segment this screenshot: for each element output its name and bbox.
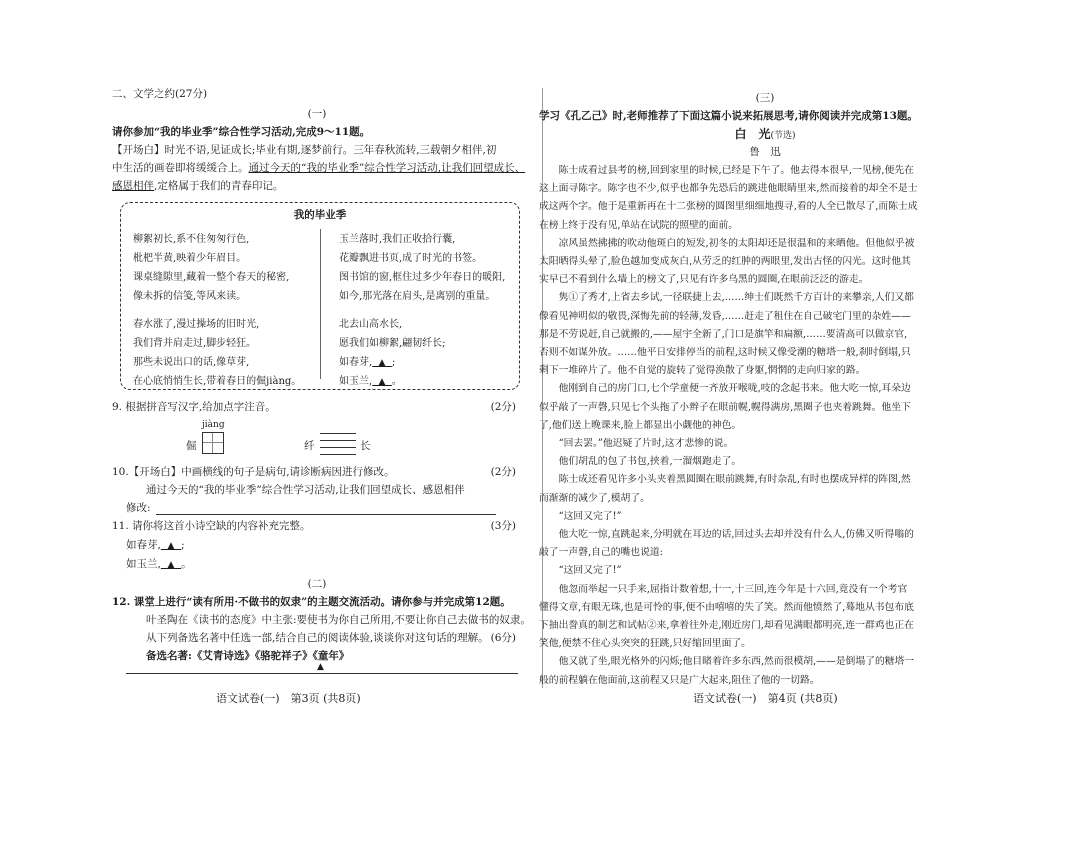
q12-score: (6分) [490, 632, 516, 644]
story-line: 隽①了秀才,上省去乡试,一径联捷上去,……绅士们既然千方百计的来攀亲,人们又都 [539, 292, 914, 304]
right-footer: 语文试卷(一) 第4页 (共8页) [693, 692, 838, 705]
poem-blank-line: 如春芽, ▲ ; [339, 357, 396, 368]
q11-blank-b[interactable]: ▲ [167, 560, 175, 570]
poem-line: 北去山高水长, [339, 319, 403, 330]
poem-line: 在心底悄悄生长,带着春日的倔jiàng。 [133, 376, 302, 387]
opening-line3: 感恩相伴,定格属于我们的青春印记。 [112, 180, 284, 192]
poem-line: 玉兰落时,我们正收拾行囊, [339, 234, 456, 245]
q10-fix-label: 修改: [126, 502, 151, 514]
poem-box [120, 202, 520, 390]
story-line: 他大吃一惊,直跳起来,分明就在耳边的话,回过头去却并没有什么人,仿佛又听得嗡的 [539, 529, 914, 541]
q11-line-a: 如春芽, ▲ ; [126, 539, 185, 551]
part3-title: (三) [755, 92, 775, 104]
q11-text: 11. 请你将这首小诗空缺的内容补充完整。 [112, 520, 311, 532]
q10-score: (2分) [490, 466, 516, 478]
poem-line: 愿我们如柳絮,翩韧纤长; [339, 338, 446, 349]
story-line: 他刚到自己的房门口,七个学童便一齐放开喉咙,吱的念起书来。他大吃一惊,耳朵边 [539, 383, 911, 395]
opening-line1: 【开场白】时光不语,见证成长;毕业有期,逐梦前行。三年春秋流转,三载朝夕相伴,初 [112, 144, 497, 156]
story-line: “回去罢。”他迟疑了片时,这才悲惨的说。 [539, 438, 734, 450]
right-page [539, 82, 965, 722]
part2-title: (二) [307, 578, 327, 590]
underlined-sentence: 通过今天的“我的毕业季”综合性学习活动,让我们回望成长、 [248, 162, 526, 174]
story-line: 而渐渐的减少了,模胡了。 [539, 492, 650, 504]
poem-line: 枇杷半黄,映着少年眉目。 [133, 253, 247, 264]
q9-char-jue: 倔 [186, 440, 197, 452]
q9-score: (2分) [490, 401, 516, 413]
story-line: 这上面寻陈字。陈字也不少,似乎也都争先恐后的跳进他眼睛里来,然而接着的却全不是士 [539, 183, 918, 195]
q9-answer-grid[interactable] [202, 432, 224, 454]
q11-blank-a[interactable]: ▲ [167, 541, 175, 551]
story-line: 般的前程躺在他面前,这前程又只是广大起来,阻住了他的一切路。 [539, 674, 820, 686]
q9-pinyin-lines[interactable] [320, 433, 356, 455]
q12-books: 备选名著:《艾青诗选》《骆驼祥子》《童年》 [146, 650, 350, 662]
story-line: 太阳晒得头晕了,脸色越加变成灰白,从劳乏的红肿的两眼里,发出古怪的闪光。这时他其 [539, 256, 911, 268]
poem-line: 如今,那光落在肩头,是离别的重量。 [339, 291, 496, 302]
story-line: 懂得文章,有眼无珠,也是可怜的事,便不由嘻嘻的失了笑。然而他愤然了,蓦地从书包布底 [539, 601, 914, 613]
q10-text: 10.【开场白】中画横线的句子是病句,请诊断病因进行修改。 [112, 466, 395, 478]
q9-char-xian: 纤 [304, 440, 315, 452]
poem-line: 图书馆的窗,框住过多少年春日的暖阳, [339, 272, 506, 283]
q12-text: 12. 课堂上进行“读有所用·不做书的奴隶”的主题交流活动。请你参与并完成第12题。 [112, 596, 511, 608]
poem-line: 春水涨了,漫过操场的旧时光, [133, 319, 260, 330]
q13-intro: 学习《孔乙己》时,老师推荐了下面这篇小说来拓展思考,请你阅读并完成第13题。 [539, 110, 918, 122]
story-text [539, 162, 959, 690]
story-line: “这回又完了!” [539, 565, 622, 577]
q11-line-b: 如玉兰, ▲ 。 [126, 558, 192, 570]
q10-quote: 通过今天的“我的毕业季”综合性学习活动,让我们回望成长、感恩相伴 [146, 484, 465, 496]
story-line: 像看见神明似的敬畏,深悔先前的轻薄,发昏,……赶走了租住在自己破宅门里的杂姓—— [539, 310, 911, 322]
q11-score: (3分) [490, 520, 516, 532]
left-page [112, 82, 531, 722]
story-line: 否则不如谋外放。……他平日安排停当的前程,这时候又像受潮的糖塔一般,刹时倒塌,只 [539, 347, 911, 359]
left-footer: 语文试卷(一) 第3页 (共8页) [216, 692, 361, 705]
story-line: 在榜上终于没有见,单站在试院的照壁的面前。 [539, 219, 739, 231]
story-line: 那是不劳说赶,自己就搬的,——屋宇全新了,门口是旗竿和扁额,……要清高可以做京官, [539, 328, 908, 340]
section-title: 二、文学之约(27分) [112, 88, 208, 100]
story-line: 下抽出誊真的制艺和试帖②来,拿着往外走,刚近房门,却看见满眼都明亮,连一群鸡也正在 [539, 620, 914, 632]
q9-char-chang: 长 [360, 440, 371, 452]
story-title: 白 光(节选) [734, 127, 796, 141]
poem-line: 花瓣飘进书页,成了时光的书签。 [339, 253, 483, 264]
story-line: 敲了一声磬,自己的嘴也说道: [539, 547, 663, 559]
poem-line: 课桌缝隙里,藏着一整个春天的秘密, [133, 272, 290, 283]
q9-pinyin: jiàng [202, 420, 225, 430]
story-line: 剩下一堆碎片了。他不自觉的旋转了觉得涣散了身躯,惘惘的走向归家的路。 [539, 365, 866, 377]
poem-line: 像未拆的信笺,等风来读。 [133, 291, 247, 302]
blank-marker: ▲ [378, 358, 386, 368]
story-line: 陈士成还看见许多小头夹着黑圆圈在眼前跳舞,有时杂乱,有时也摆成异样的阵图,然 [539, 474, 911, 486]
q12-line2: 叶圣陶在《读书的态度》中主张:要使书为你自己所用,不要让你自己去做书的奴隶。 [146, 614, 531, 626]
q9-text: 9. 根据拼音写汉字,给加点字注音。 [112, 401, 276, 413]
poem-line: 柳絮初长,系不住匆匆行色, [133, 234, 250, 245]
story-line: 陈士成看过县考的榜,回到家里的时候,已经是下午了。他去得本很早,一见榜,便先在 [539, 165, 914, 176]
q10-answer-line[interactable] [156, 514, 496, 515]
story-line: 凉风虽然拂拂的吹动他斑白的短发,初冬的太阳却还是很温和的来晒他。但他似乎被 [539, 237, 915, 249]
story-author: 鲁 迅 [749, 146, 781, 158]
poem-blank-line: 如玉兰, ▲ 。 [339, 376, 402, 387]
story-line: 他们胡乱的包了书包,挟着,一溜烟跑走了。 [539, 456, 742, 468]
poem-line: 那些未说出口的话,像草芽, [133, 357, 250, 368]
story-line: “这回又完了!” [539, 510, 622, 522]
story-line: 他又就了坐,眼光格外的闪烁;他目睹着许多东西,然而很模胡,——是倒塌了的糖塔一 [539, 656, 915, 668]
story-line: 他忽而举起一只手来,屈指计数着想,十一,十三回,连今年是十六回,竟没有一个考官 [539, 583, 908, 595]
part1-title: (一) [307, 108, 327, 120]
story-line: 了,他们送上晚课来,脸上都显出小觑他的神色。 [539, 419, 742, 431]
q12-line3: 从下列备选名著中任选一部,结合自己的阅读体验,谈谈你对这句话的理解。 [146, 632, 489, 644]
story-line: 似乎敲了一声磬,只见七个头拖了小辫子在眼前幌,幌得满房,黑圈子也夹着跳舞。他坐下 [539, 401, 911, 413]
poem-line: 我们背并肩走过,脚步轻狂。 [133, 338, 257, 349]
q12-blank-marker: ▲ [317, 662, 324, 672]
story-line: 成这两个字。他于是重新再在十二张榜的圆图里细细地搜寻,看的人全已散尽了,而陈士成 [539, 201, 918, 213]
q9-11-intro: 请你参加“我的毕业季”综合性学习活动,完成9～11题。 [112, 126, 371, 138]
story-line: 笑他,便禁不住心头突突的狂跳,只好缩回里面了。 [539, 638, 751, 650]
blank-marker: ▲ [378, 377, 386, 387]
story-line: 实早已不看到什么墙上的榜文了,只见有许多乌黑的圆圈,在眼前泛泛的游走。 [539, 274, 869, 286]
poem-title: 我的毕业季 [293, 209, 347, 221]
poem-separator [320, 229, 321, 379]
opening-line2: 中生活的画卷即将缓缓合上。通过今天的“我的毕业季”综合性学习活动,让我们回望成长、 [112, 162, 526, 174]
